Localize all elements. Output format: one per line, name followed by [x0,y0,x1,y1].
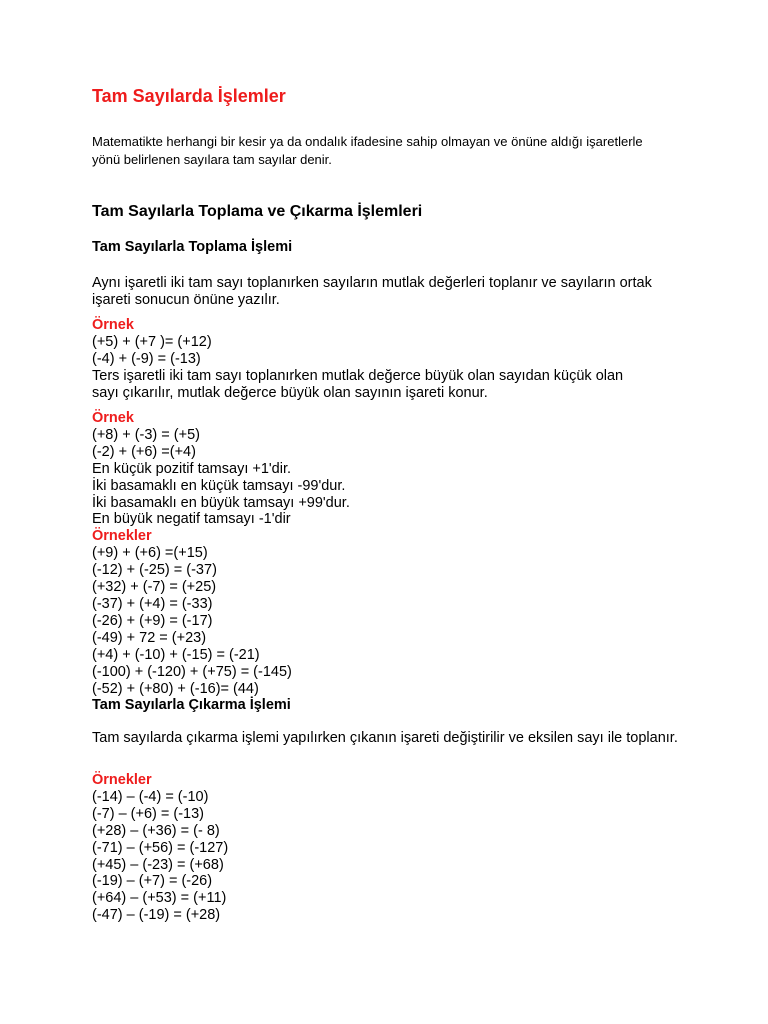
example-label: Örnek [92,317,134,333]
equation-line: (+5) + (+7 )= (+12) [92,333,212,350]
equation-line: (-19) – (+7) = (-26) [92,873,213,890]
equation-line: (-100) + (-120) + (+75) = (-145) [92,663,292,680]
fact-line: İki basamaklı en küçük tamsayı -99'dur. [92,477,346,494]
subtraction-heading: Tam Sayılarla Çıkarma İşlemi [92,697,291,714]
equation-line: (-71) – (+56) = (-127) [92,839,229,856]
intro-paragraph: Matematikte herhangi bir kesir ya da ondalık ifadesine sahip olmayan ve önüne aldığı işaretlerle yönü belirlenen sayılara tam sayılar denir. [92,134,643,167]
examples-label: Örnekler [92,528,152,545]
examples-label: Örnekler [92,772,152,788]
equation-line: (-37) + (+4) = (-33) [92,595,213,612]
equation-line: (+8) + (-3) = (+5) [92,426,200,443]
equation-line: (-12) + (-25) = (-37) [92,562,217,579]
equation-line: (+28) – (+36) = (- 8) [92,822,220,839]
equation-line: (+45) – (-23) = (+68) [92,856,224,873]
rule-line: sayı çıkarılır, mutlak değerce büyük olan sayının işareti konur. [92,384,488,401]
subtraction-rule: Tam sayılarda çıkarma işlemi yapılırken çıkanın işareti değiştirilir ve eksilen sayı ile toplanır. [92,730,678,746]
equation-line: (-47) – (-19) = (+28) [92,907,221,924]
section-title: Tam Sayılarla Toplama ve Çıkarma İşlemleri [92,203,423,220]
rule-line: Ters işaretli iki tam sayı toplanırken mutlak değerce büyük olan sayıdan küçük olan [92,367,624,384]
equation-line: (-2) + (+6) =(+4) [92,443,196,460]
equation-line: (-7) – (+6) = (-13) [92,805,204,822]
equation-line: (+9) + (+6) =(+15) [92,545,208,562]
equation-line: (-26) + (+9) = (-17) [92,612,213,629]
equation-line: (+32) + (-7) = (+25) [92,579,217,596]
fact-line: En küçük pozitif tamsayı +1'dir. [92,460,292,477]
addition-example-block-1 [92,317,682,402]
equation-line: (-14) – (-4) = (-10) [92,788,209,805]
equation-line: (-52) + (+80) + (-16)= (44) [92,680,259,697]
equation-line: (+4) + (-10) + (-15) = (-21) [92,646,260,663]
equation-line: (-49) + 72 = (+23) [92,629,207,646]
addition-heading: Tam Sayılarla Toplama İşlemi [92,239,293,255]
page-title: Tam Sayılarda İşlemler [92,86,286,106]
fact-line: En büyük negatif tamsayı -1'dir [92,511,291,528]
fact-line: İki basamaklı en büyük tamsayı +99'dur. [92,494,350,511]
equation-line: (-4) + (-9) = (-13) [92,350,201,367]
addition-example-block-2 [92,410,682,714]
example-label: Örnek [92,410,134,426]
equation-line: (+64) – (+53) = (+11) [92,890,227,907]
subtraction-example-block [92,772,682,924]
addition-rule: Aynı işaretli iki tam sayı toplanırken sayıların mutlak değerleri toplanır ve sayıların ortak işareti sonucun önüne yazılır. [92,275,652,308]
